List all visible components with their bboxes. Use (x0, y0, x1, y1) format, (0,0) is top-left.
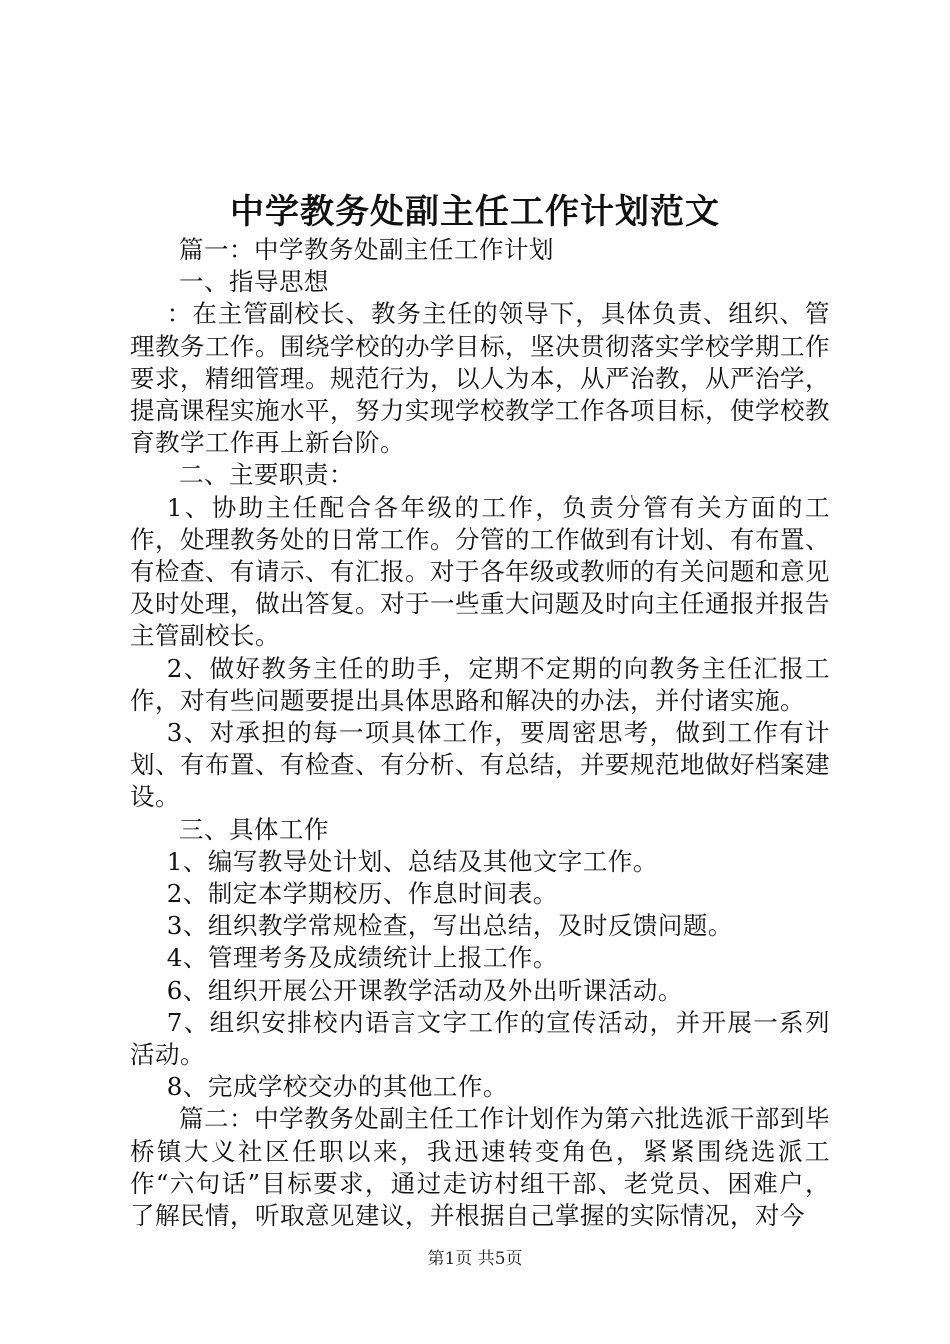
list-item: 8、完成学校交办的其他工作。 (166, 1072, 508, 1102)
document-body (130, 234, 830, 1232)
list-item: 3、组织教学常规检查，写出总结，及时反馈问题。 (166, 911, 733, 941)
paragraph: ：在主管副校长、教务主任的领导下，具体负责、组织、管理教务工作。围绕学校的办学目标，坚决贯彻落实学校学期工作要求，精细管理。规范行为，以人为本，从严治教，从严治学，提高课程实施水平，努力实现学校教学工作各项目标，使学校教育教学工作再上新台阶。 (130, 299, 830, 458)
paragraph: 3、对承担的每一项具体工作，要周密思考，做到工作有计划、有布置、有检查、有分析、有总结，并要规范地做好档案建设。 (130, 718, 830, 812)
document-title: 中学教务处副主任工作计划范文 (230, 192, 720, 232)
section-heading: 三、具体工作 (179, 814, 329, 844)
list-item: 7、组织安排校内语言文字工作的宣传活动，并开展一系列活动。 (130, 1007, 830, 1070)
list-item: 4、管理考务及成绩统计上报工作。 (166, 943, 558, 973)
paragraph: 2、做好教务主任的助手，定期不定期的向教务主任汇报工作，对有些问题要提出具体思路和解决的办法，并付诸实施。 (130, 653, 830, 715)
section-heading: 二、主要职责： (179, 460, 354, 490)
paragraph: 篇一：中学教务处副主任工作计划 (179, 235, 554, 264)
list-item: 2、制定本学期校历、作息时间表。 (166, 879, 558, 909)
list-item: 1、编写教导处计划、总结及其他文字工作。 (166, 846, 658, 876)
page-number-footer: 第1页 共5页 (427, 1249, 523, 1269)
paragraph: 篇二：中学教务处副主任工作计划作为第六批选派干部到毕桥镇大义社区任职以来，我迅速转变角色，紧紧围绕选派工作“六句话”目标要求，通过走访村组干部、老党员、困难户，了解民情，听取意见建议，并根据自己掌握的实际情况，对今 (130, 1104, 830, 1231)
list-item: 6、组织开展公开课教学活动及外出听课活动。 (166, 975, 683, 1005)
paragraph: 1、协助主任配合各年级的工作，负责分管有关方面的工作，处理教务处的日常工作。分管的工作做到有计划、有布置、有检查、有请示、有汇报。对于各年级或教师的有关问题和意见及时处理，做出答复。对于一些重大问题及时向主任通报并报告主管副校长。 (130, 492, 830, 651)
section-heading: 一、指导思想 (179, 267, 329, 297)
